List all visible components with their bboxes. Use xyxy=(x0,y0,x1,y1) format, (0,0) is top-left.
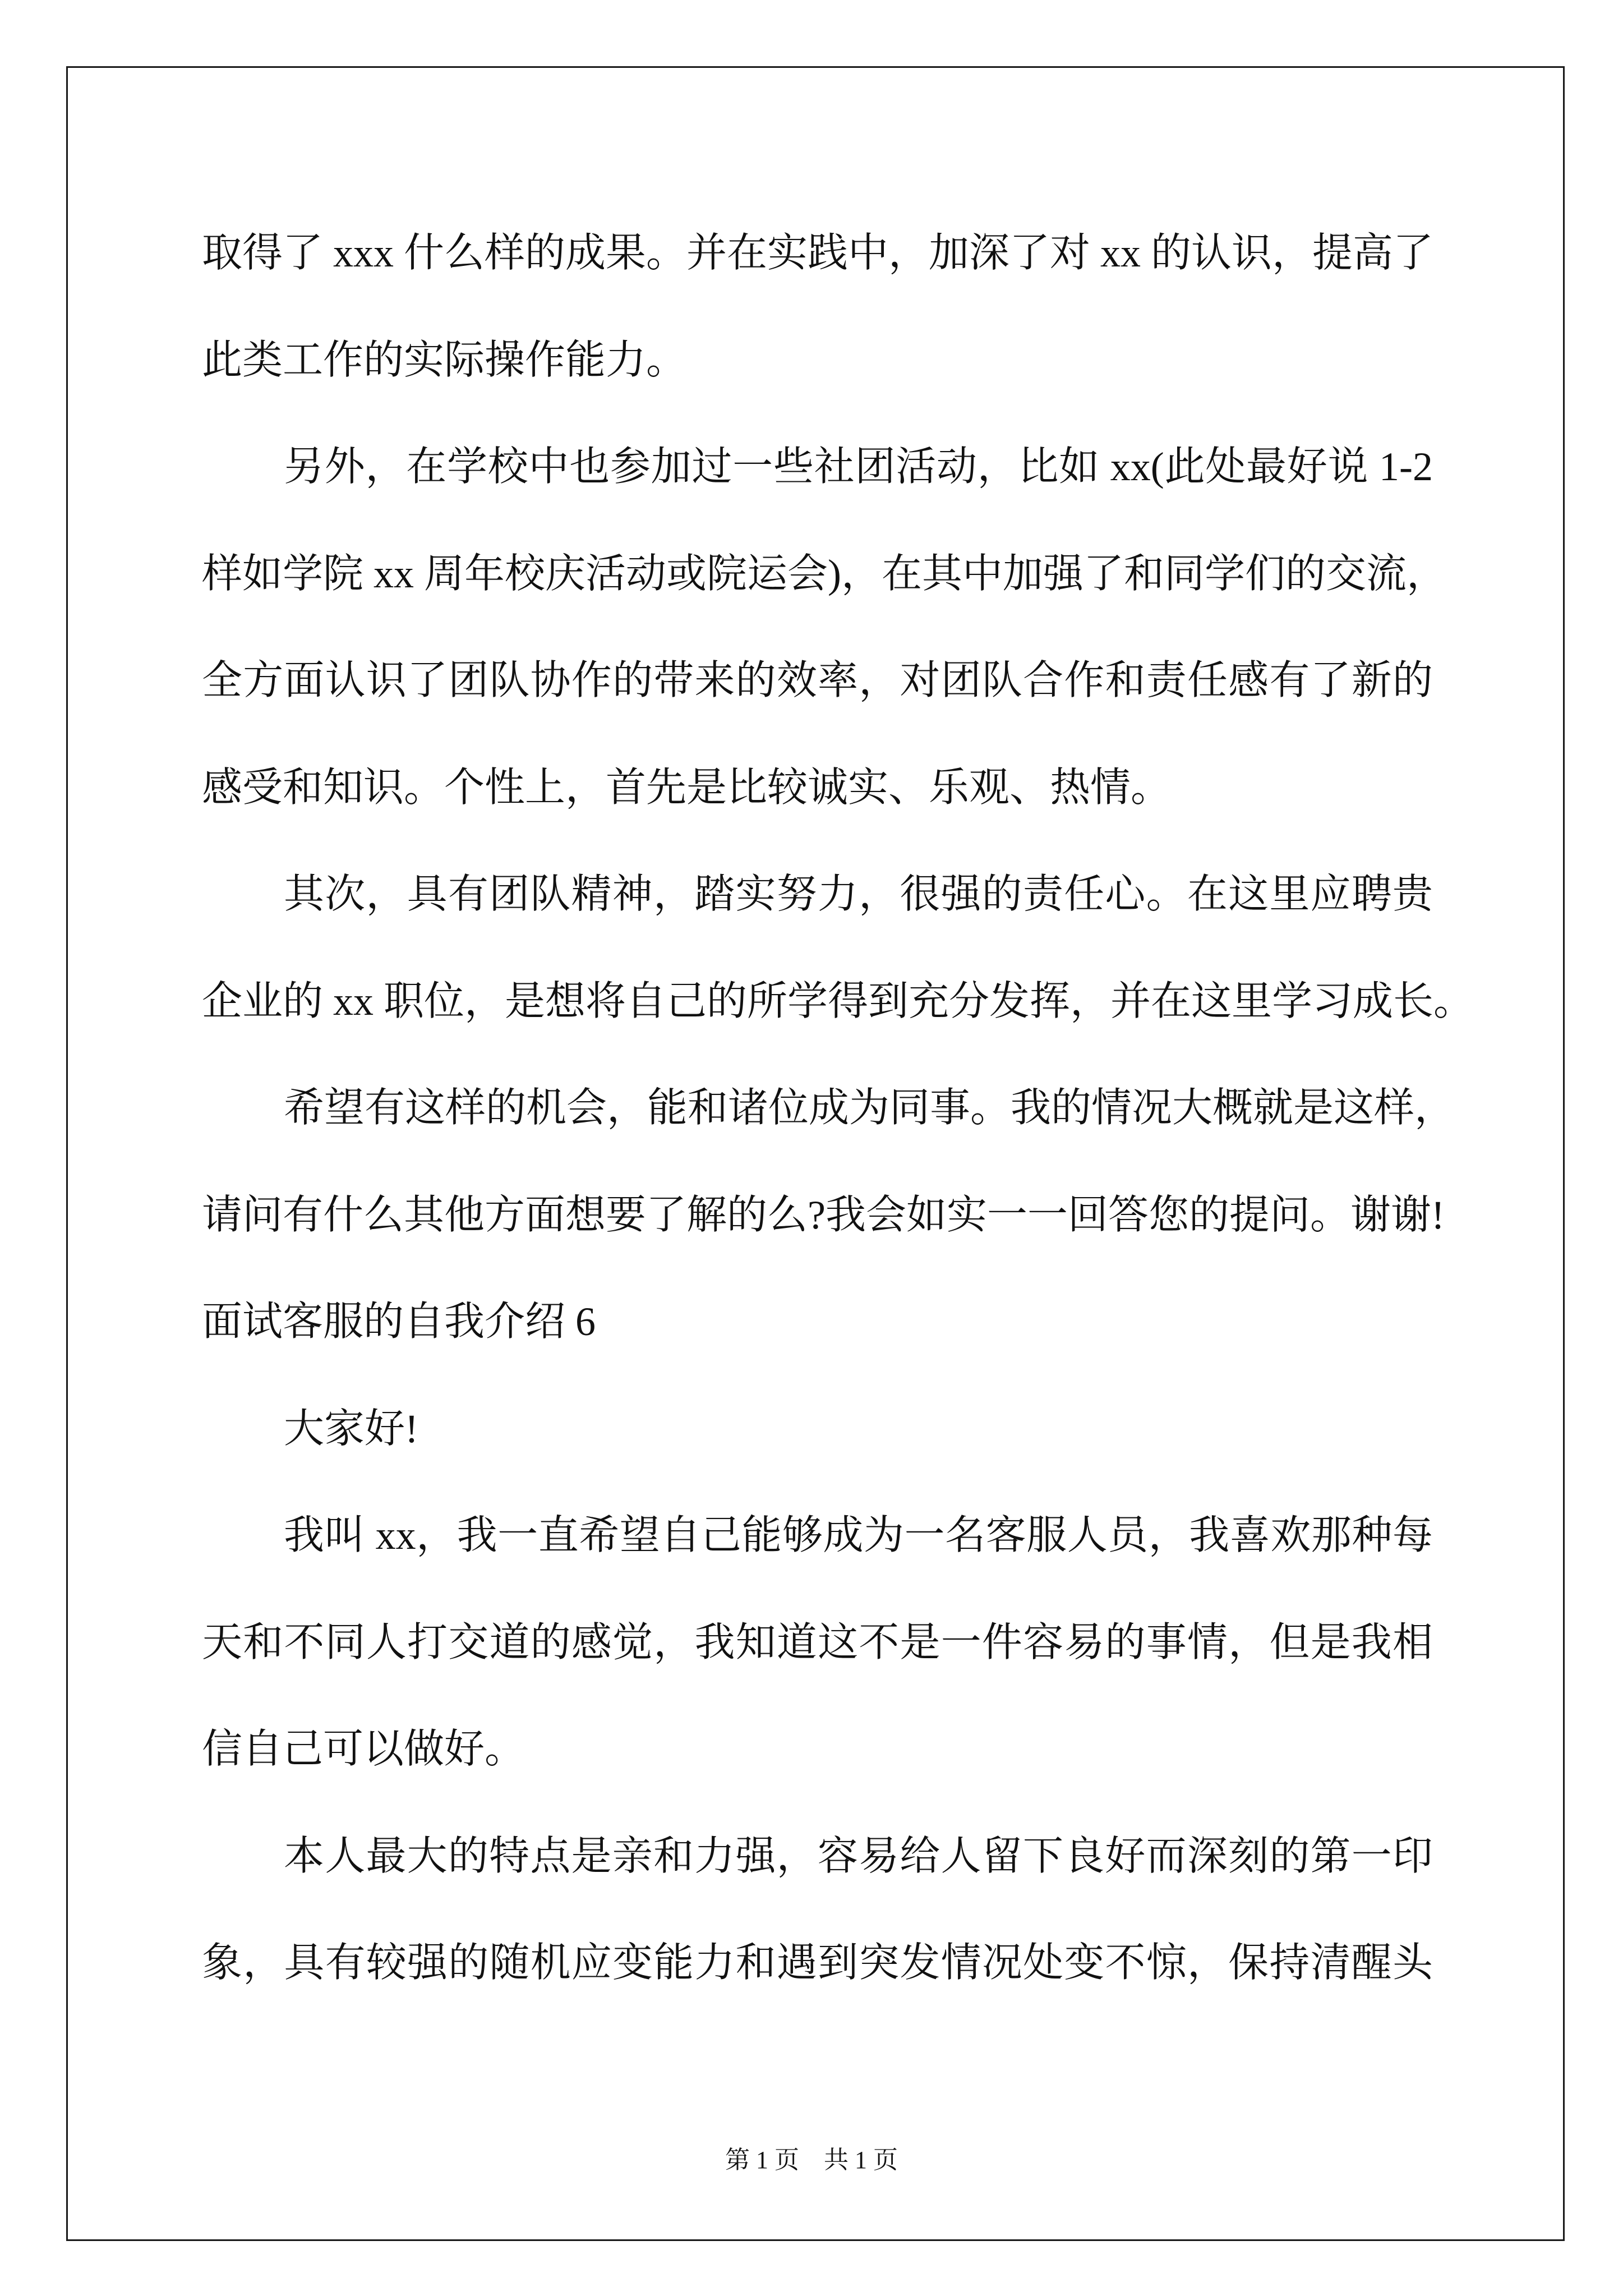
body-line: 大家好! xyxy=(284,1406,418,1451)
body-line: 本人最大的特点是亲和力强，容易给人留下良好而深刻的第一印 xyxy=(284,1833,1433,1879)
paragraph xyxy=(202,1055,1455,1268)
paragraph xyxy=(202,1482,1433,1803)
body-line: 信自己可以做好。 xyxy=(202,1727,525,1772)
page-footer: 第 1 页 共 1 页 xyxy=(725,2146,898,2174)
body-line: 请问有什么其他方面想要了解的么?我会如实一一回答您的提问。谢谢! xyxy=(202,1192,1445,1237)
body-line: 天和不同人打交道的感觉，我知道这不是一件容易的事情，但是我相 xyxy=(202,1619,1433,1665)
body-line: 其次，具有团队精神，踏实努力，很强的责任心。在这里应聘贵 xyxy=(284,872,1433,917)
body-line: 希望有这样的机会，能和诸位成为同事。我的情况大概就是这样， xyxy=(284,1085,1455,1130)
body-line: 此类工作的实际操作能力。 xyxy=(202,337,687,383)
body-line: 取得了 xxx 什么样的成果。并在实践中，加深了对 xx 的认识，提高了 xyxy=(202,231,1434,275)
body-line: 全方面认识了团队协作的带来的效率，对团队合作和责任感有了新的 xyxy=(202,658,1433,703)
body-line: 我叫 xx，我一直希望自己能够成为一名客服人员，我喜欢那种每 xyxy=(284,1513,1433,1558)
document-body xyxy=(202,200,1474,2017)
paragraph xyxy=(202,1803,1433,2017)
paragraph xyxy=(202,200,1433,413)
body-line: 企业的 xx 职位，是想将自己的所学得到充分发挥，并在这里学习成长。 xyxy=(202,978,1474,1024)
body-line: 感受和知识。个性上，首先是比较诚实、乐观、热情。 xyxy=(202,765,1172,810)
section-heading: 面试客服的自我介绍 6 xyxy=(202,1299,596,1344)
body-line: 另外，在学校中也参加过一些社团活动，比如 xx(此处最好说 1-2 xyxy=(284,444,1433,489)
body-line: 象，具有较强的随机应变能力和遇到突发情况处变不惊，保持清醒头 xyxy=(202,1940,1433,1985)
body-line: 样如学院 xx 周年校庆活动或院运会)，在其中加强了和同学们的交流， xyxy=(202,551,1447,596)
paragraph xyxy=(202,1375,1433,1483)
paragraph xyxy=(202,413,1447,841)
paragraph xyxy=(202,841,1474,1055)
